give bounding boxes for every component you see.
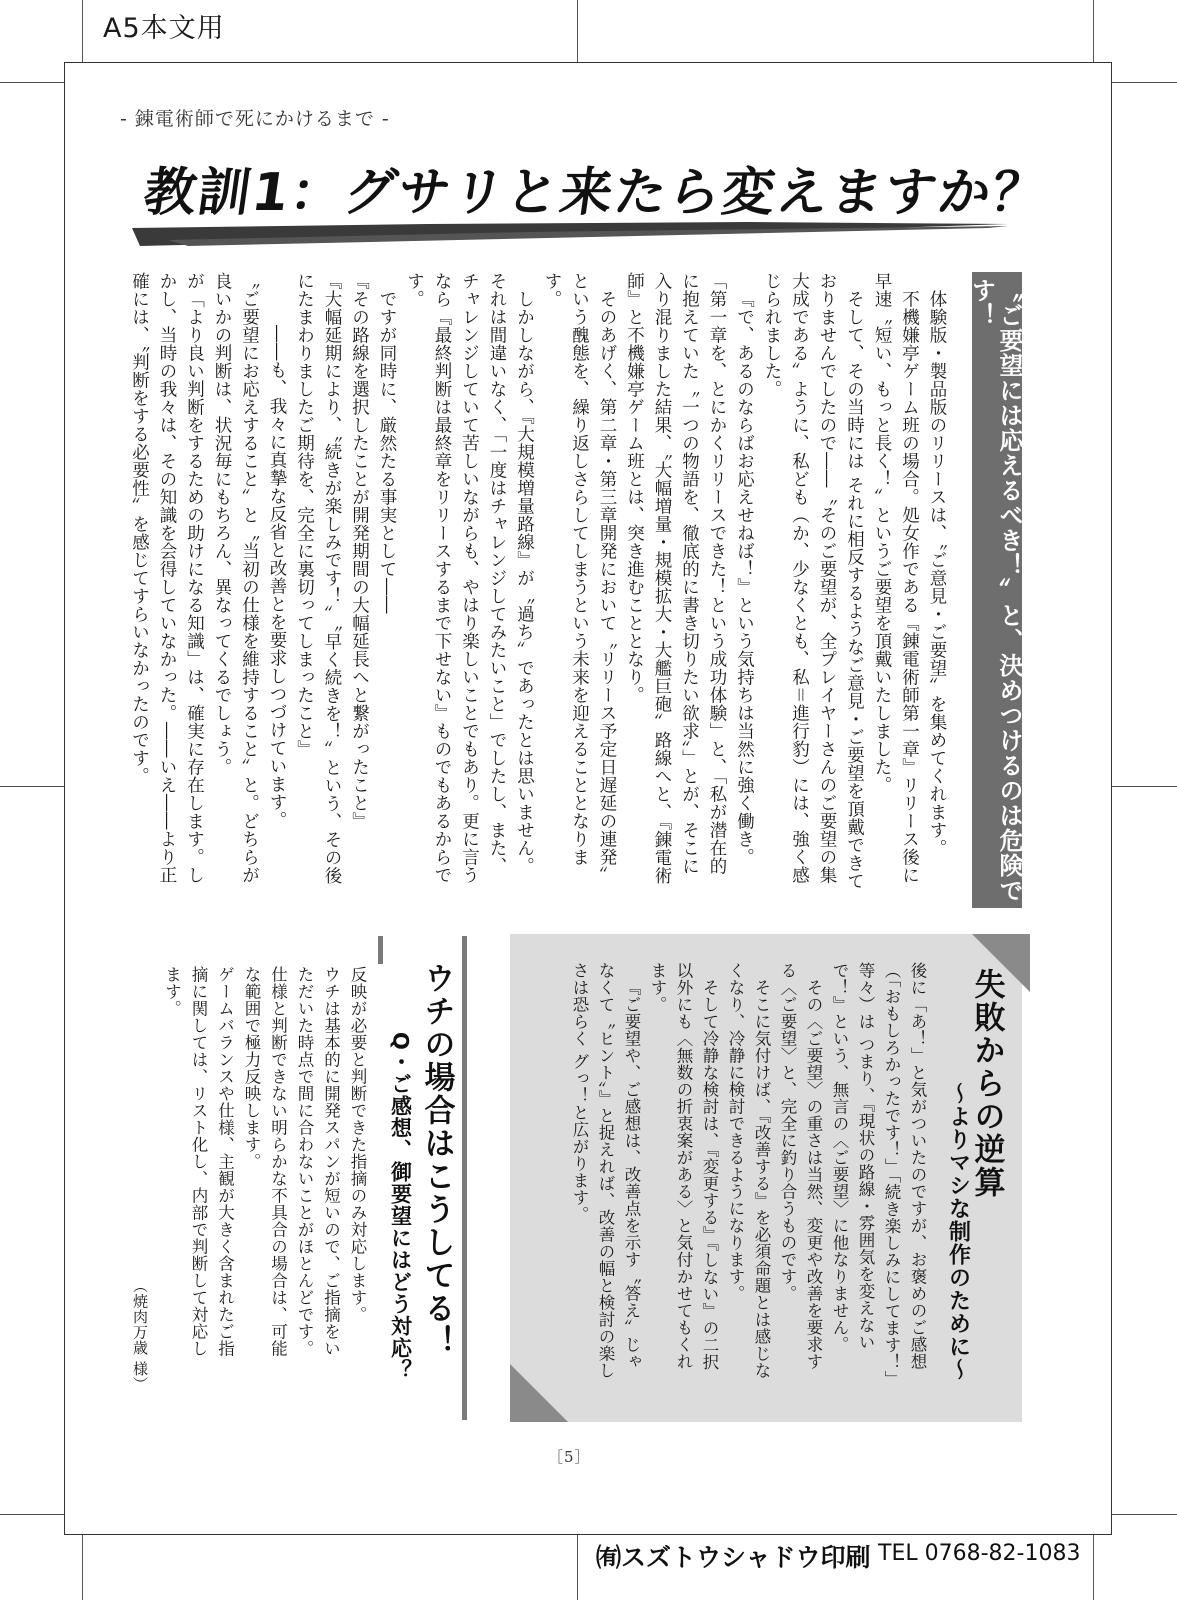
- main-paragraph: が「より良い判断をするための助けになる知識」は、確実に存在します。しかし、当時の我々は、その知識を会得していなかった。――いえ――より正確には、〝判断をする必要性〟を感じてすらいなかったのです。: [129, 272, 205, 884]
- main-body: [120, 272, 950, 892]
- failure-paragraph: 後に「あ！」と気がついたのですが、お褒めのご感想（「おもしろかったです！」「続き楽しみにしてます！」等々）は つまり、『現状の路線・雰囲気を変えないで！』という、無言の〈ご要望〉に他なりません。: [830, 962, 927, 1380]
- main-paragraph: 『大幅延期により、〝続きが楽しみです！〟〝早く続きを！〟という、その後にたまわりましたご期待を、完全に裏切ってしまったこと』: [294, 272, 342, 885]
- main-paragraph: 体験版・製品版のリリースは、〝ご意見・ご要望〟を集めてくれます。: [927, 289, 947, 857]
- series-title: - 錬電術師で死にかけるまで -: [120, 108, 390, 130]
- crop-mark: [0, 82, 64, 83]
- crop-mark: [1112, 786, 1177, 787]
- failure-paragraph: 『ご要望や、ご感想は、改善点を示す〝答え〟じゃなくて〝ヒント〟』と捉えれば、改善の幅と検討の楽しさは恐らく グっ！と広がります。: [570, 962, 641, 1379]
- main-paragraph: 『その路線を選択したことが開発期間の大幅延長へと繋がったこと』: [349, 272, 370, 830]
- brush-stroke: [128, 218, 1018, 248]
- column-rule: [462, 936, 467, 1420]
- crop-mark: [1093, 0, 1094, 62]
- page-number: ［5］: [548, 1448, 591, 1466]
- crop-mark: [82, 0, 83, 62]
- main-paragraph: ――も、我々に真摯な反省と改善とを要求しつづけています。: [267, 324, 287, 829]
- crop-mark: [0, 1514, 64, 1515]
- our-case-paragraph: ゲームバランスや仕様、主観が大きく含まれたご指摘に関しては、リスト化し、内部で判断して対応します。: [162, 966, 235, 1357]
- our-case-paragraph: 仕様と判断できない明らかな不具合の場合は、可能な範囲で極力反映します。: [242, 966, 288, 1357]
- our-case-paragraph: ウチは基本的に開発スパンが短いので、ご指摘をいただいた時点で間に合わないことがほとんどです。: [295, 966, 341, 1357]
- our-case-body: [162, 966, 370, 1366]
- credit: （焼肉万歳 様）: [131, 1278, 149, 1392]
- main-paragraph: ですが同時に、厳然たる事実として――: [377, 289, 397, 614]
- main-paragraph: 「第一章を、とにかくリリースできた！という成功体験」と、「私が潜在的に抱えていた〝一つの物語を、徹底的に書き切りたい欲求〟」とが、そこに入り混りました結果、〝大幅増量・規模拡大・大艦巨砲〟路線へと、『錬電術師』と不機嫌亭ゲーム班とは、突き進むこととなり。: [624, 272, 727, 885]
- crop-mark: [1112, 1514, 1177, 1515]
- main-paragraph: そのあげく、第二章・第三章開発において〝リリース予定日遅延の連発〟という醜態を、繰り返しさらしてしまうという未来を迎えることとなります。: [542, 272, 617, 884]
- failure-body: [528, 962, 930, 1382]
- printer-tel: TEL 0768-82-1083: [878, 1541, 1081, 1566]
- our-case-paragraph: 反映が必要と判断できた指摘のみ対応します。: [348, 966, 367, 1323]
- lesson-title: 教訓1：グサリと来たら変えますか？: [140, 163, 1051, 223]
- main-paragraph: 『で、あるのならばお応えせねば！』という気持ちは当然に強く働き。: [734, 289, 755, 866]
- main-paragraph: しかしながら、『大規模増量路線』が〝過ち〟であったとは思いません。それは間違いなく、「一度はチャレンジしてみたいこと」でしたし、また、チャレンジしていて苦しいながらも、やはり楽しいことでもあり。更に言うなら『最終判断は最終章をリリースするまで下せない』ものでもあるからです。: [404, 272, 535, 884]
- failure-paragraph: そして冷静な検討は、『変更する』『しない』の二択以外にも〈無数の折衷案がある〉と気付かせてもくれます。: [648, 962, 719, 1370]
- main-paragraph: 〝ご要望にお応えすること〟と〝当初の仕様を維持すること〟と。どちらが良いかの判断は、状況毎にもちろん、異なってくるでしょう。: [212, 272, 260, 884]
- failure-paragraph: そこに気付けば、『改善する』を必須命題とは感じなくなり、冷静に検討できるようになります。: [726, 962, 771, 1379]
- printer-name: ㈲スズトウシャドウ印刷: [596, 1543, 871, 1572]
- column-rule: [378, 936, 383, 964]
- crop-mark: [0, 786, 64, 787]
- crop-mark: [1093, 1535, 1094, 1600]
- failure-heading: 失敗からの逆算: [968, 968, 1005, 1199]
- our-case-subheading: Q・ご感想、御要望にはどう対応？: [388, 1032, 413, 1381]
- tray-label: A5本文用: [103, 13, 225, 44]
- crop-mark: [82, 1535, 83, 1600]
- crop-mark: [1112, 82, 1177, 83]
- failure-paragraph: その〈ご要望〉の重さは当然、変更や改善を要求する〈ご要望〉と、完全に釣り合うものです。: [778, 962, 823, 1370]
- crop-mark: [577, 1535, 578, 1600]
- crop-mark: [577, 0, 578, 62]
- failure-subheading: 〜よりマシな制作のために〜: [945, 1082, 971, 1381]
- our-case-heading: ウチの場合はこうしてる！: [418, 962, 455, 1358]
- sidebar-heading: 〝ご要望には応えるべき！〟と、決めつけるのは危険です！: [972, 272, 1022, 908]
- main-paragraph: 不機嫌亭ゲーム班の場合。処女作である『錬電術師第一章』リリース後に早速〝短い、もっと長く！〟というご要望を頂戴いたしました。: [872, 272, 920, 884]
- main-paragraph: そして、その当時には それに相反するようなご意見・ご要望を頂戴できておりませんでしたので――〝そのご要望が、全プレイヤーさんのご要望の集大成である〟ように、私ども（か、少なくとも、私＝進行豹）には、強く感じられました。: [762, 272, 865, 890]
